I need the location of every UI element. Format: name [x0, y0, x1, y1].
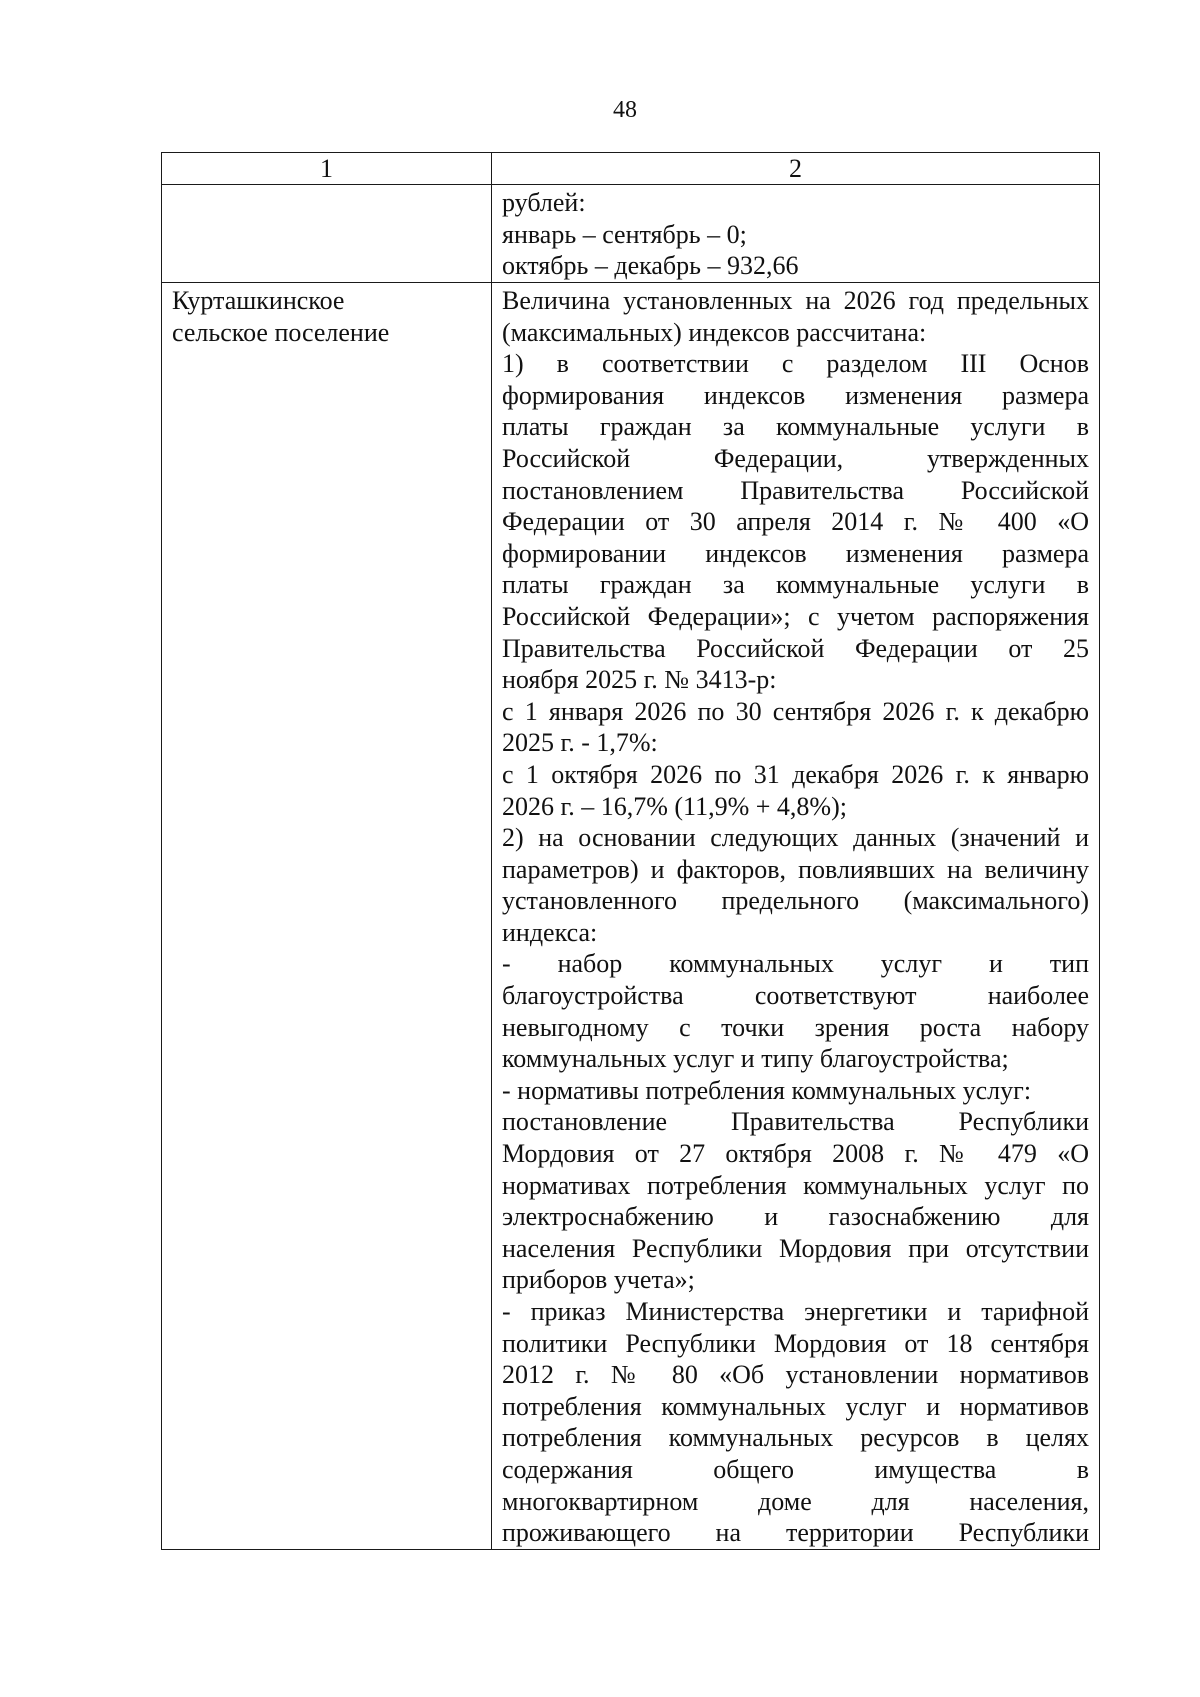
text-line: 2) на основании следующих данных (значений и: [502, 823, 1089, 853]
table-row: [162, 283, 1100, 1550]
utility-index-table: [161, 152, 1100, 1550]
page-number: 48: [613, 97, 637, 123]
row-1-settlement-cell: [162, 185, 492, 283]
text-line: - нормативы потребления коммунальных услуг:: [502, 1075, 1032, 1105]
text-line: содержания общего имущества в: [502, 1454, 1089, 1484]
text-line: Мордовия от 27 октября 2008 г. № 479 «О: [502, 1139, 1089, 1169]
text-line: постановлением Правительства Российской: [502, 475, 1089, 505]
text-line: потребления коммунальных услуг и нормативов: [502, 1391, 1089, 1421]
text-line: с 1 января 2026 по 30 сентября 2026 г. к декабрю: [502, 696, 1089, 726]
text-line: электроснабжению и газоснабжению для: [502, 1202, 1089, 1232]
text-line: Курташкинское: [172, 286, 345, 315]
row-2-description-cell: [492, 283, 1100, 1550]
table-header-row: [162, 153, 1100, 185]
text-line: установленного предельного (максимального): [502, 886, 1089, 916]
text-line: приборов учета»;: [502, 1265, 695, 1295]
text-line: формирования индексов изменения размера: [502, 380, 1089, 410]
text-line: октябрь – декабрь – 932,66: [502, 251, 799, 281]
row-2-settlement-cell: [162, 283, 492, 1550]
row-1-description-cell: [492, 185, 1100, 283]
text-line: нормативах потребления коммунальных услуг по: [502, 1170, 1089, 1200]
text-line: рублей:: [502, 188, 586, 217]
text-line: Правительства Российской Федерации от 25: [502, 633, 1089, 663]
text-line: параметров) и факторов, повлиявших на величину: [502, 854, 1089, 884]
text-line: коммунальных услуг и типу благоустройства;: [502, 1044, 1009, 1074]
text-line: невыгодному с точки зрения роста набору: [502, 1012, 1089, 1042]
text-line: 2012 г. № 80 «Об установлении нормативов: [502, 1360, 1089, 1390]
text-line: потребления коммунальных ресурсов в целях: [502, 1423, 1089, 1453]
text-line: Федерации от 30 апреля 2014 г. № 400 «О: [502, 507, 1089, 537]
text-line: (максимальных) индексов рассчитана:: [502, 317, 927, 347]
table-row: [162, 185, 1100, 283]
text-line: индекса:: [502, 917, 598, 947]
text-line: формировании индексов изменения размера: [502, 538, 1089, 568]
text-line: Величина установленных на 2026 год предельных: [502, 286, 1089, 315]
text-line: благоустройства соответствуют наиболее: [502, 981, 1089, 1011]
text-line: 1) в соответствии с разделом III Основ: [502, 349, 1089, 379]
text-line: 2026 г. – 16,7% (11,9% + 4,8%);: [502, 791, 847, 821]
text-line: многоквартирном доме для населения,: [502, 1486, 1089, 1516]
text-line: населения Республики Мордовия при отсутствии: [502, 1233, 1089, 1263]
text-line: Российской Федерации, утвержденных: [502, 443, 1089, 473]
text-line: с 1 октября 2026 по 31 декабря 2026 г. к январю: [502, 759, 1089, 789]
text-line: проживающего на территории Республики: [502, 1518, 1089, 1548]
text-line: - набор коммунальных услуг и тип: [502, 949, 1089, 979]
text-line: платы граждан за коммунальные услуги в: [502, 570, 1089, 600]
text-line: платы граждан за коммунальные услуги в: [502, 412, 1089, 442]
text-line: Российской Федерации»; с учетом распоряжения: [502, 601, 1089, 631]
column-header-1: 1: [162, 153, 492, 185]
text-line: политики Республики Мордовия от 18 сентября: [502, 1328, 1089, 1358]
column-header-2: 2: [492, 153, 1100, 185]
text-line: 2025 г. - 1,7%:: [502, 728, 658, 758]
text-line: ноября 2025 г. № 3413-р:: [502, 665, 777, 695]
text-line: постановление Правительства Республики: [502, 1107, 1089, 1137]
text-line: январь – сентябрь – 0;: [502, 219, 747, 249]
text-line: сельское поселение: [172, 317, 390, 347]
text-line: - приказ Министерства энергетики и тарифной: [502, 1297, 1089, 1326]
